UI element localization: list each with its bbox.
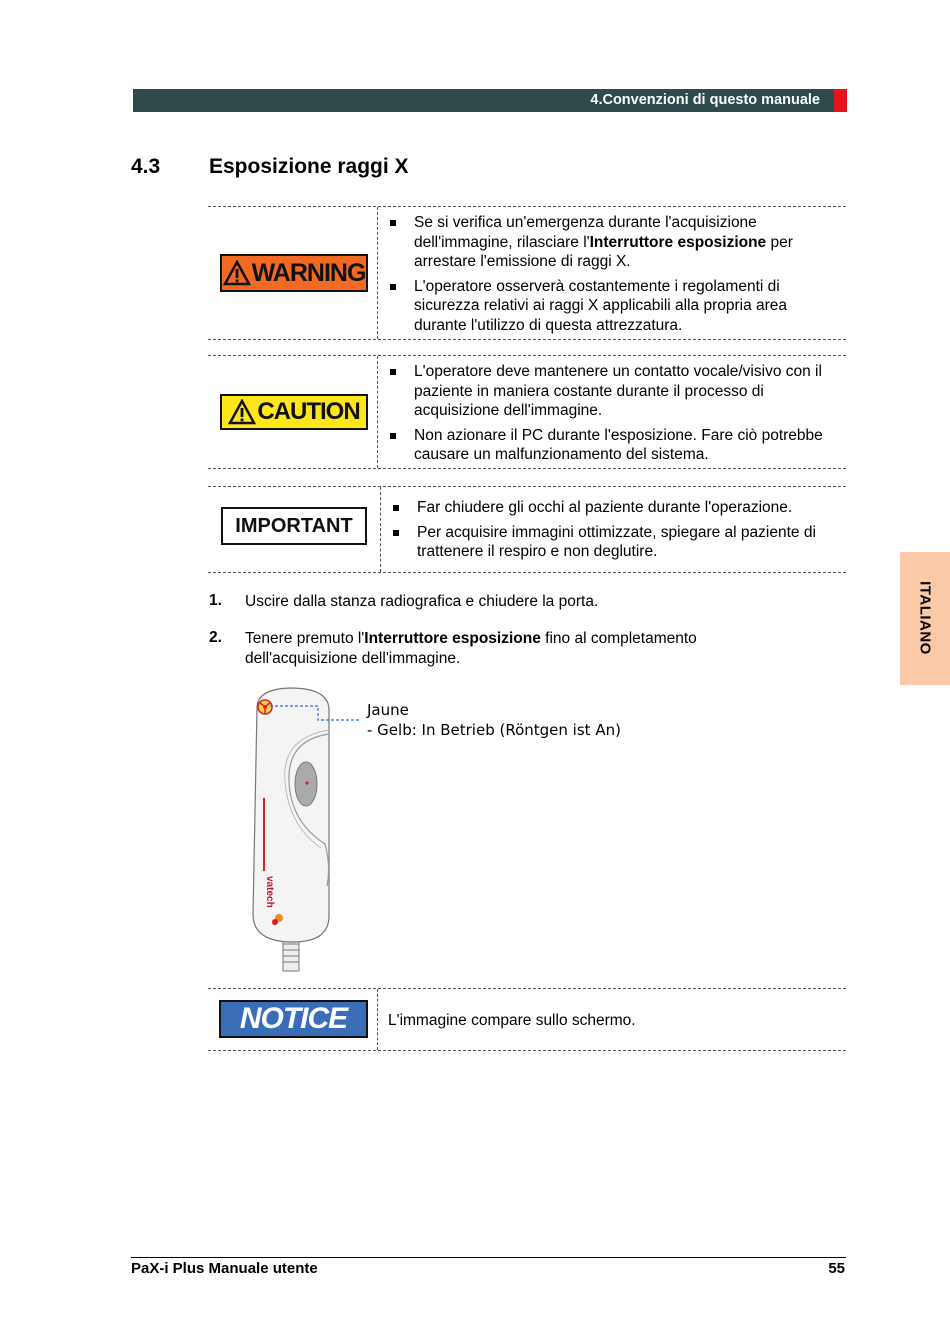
callout-line-1: Jaune <box>367 701 409 719</box>
list-item: Far chiudere gli occhi al paziente durante l'operazione. <box>391 498 841 518</box>
warning-triangle-icon <box>223 260 251 286</box>
list-item: Per acquisire immagini ottimizzate, spiegare al paziente di trattenere il respiro e non deglutire. <box>391 523 841 562</box>
notice-box <box>208 988 846 1051</box>
footer-rule <box>131 1257 846 1258</box>
exposure-switch-illustration <box>245 686 370 976</box>
step-number: 2. <box>209 629 222 646</box>
step-number: 1. <box>209 592 222 609</box>
section-title: Esposizione raggi X <box>209 155 409 178</box>
list-item: L'operatore osserverà costantemente i regolamenti di sicurezza relativi ai raggi X applicabili alla propria area durante l'utilizzo di questa attrezzatura. <box>388 277 838 336</box>
page-number: 55 <box>828 1260 845 1277</box>
caution-badge-label: CAUTION <box>257 398 360 425</box>
important-badge: IMPORTANT <box>221 507 367 545</box>
callout-leader <box>270 700 370 725</box>
section-number: 4.3 <box>131 155 161 178</box>
language-tab-label: ITALIANO <box>916 581 934 655</box>
step-text: Uscire dalla stanza radiografica e chiudere la porta. <box>245 593 599 610</box>
caution-triangle-icon <box>228 399 256 425</box>
warning-badge <box>220 254 368 292</box>
brand-logo: vatech <box>264 876 275 908</box>
warning-list <box>388 213 838 340</box>
footer-title: PaX-i Plus Manuale utente <box>131 1260 318 1277</box>
important-list <box>391 498 841 567</box>
callout-line-2: - Gelb: In Betrieb (Röntgen ist An) <box>367 721 621 739</box>
caution-box <box>208 355 846 469</box>
list-item: Se si verifica un'emergenza durante l'acquisizione dell'immagine, rilasciare l'Interruttore esposizione per arrestare l'emissione di raggi X. <box>388 213 838 272</box>
header-accent <box>834 89 847 112</box>
caution-list <box>388 362 838 470</box>
notice-badge: NOTICE <box>219 1000 368 1038</box>
notice-text: L'immagine compare sullo schermo. <box>388 1012 636 1029</box>
important-box <box>208 486 846 573</box>
warning-badge-label: WARNING <box>251 258 366 287</box>
step-text: Tenere premuto l'Interruttore esposizione fino al completamento dell'acquisizione dell'immagine. <box>245 630 697 667</box>
caution-badge <box>220 394 368 430</box>
warning-box <box>208 206 846 340</box>
header-title: 4.Convenzioni di questo manuale <box>590 92 820 108</box>
list-item: Non azionare il PC durante l'esposizione. Fare ciò potrebbe causare un malfunzionamento del sistema. <box>388 426 838 465</box>
language-side-tab <box>900 552 950 685</box>
list-item: L'operatore deve mantenere un contatto vocale/visivo con il paziente in maniera costante durante il processo di acquisizione dell'immagine. <box>388 362 838 421</box>
